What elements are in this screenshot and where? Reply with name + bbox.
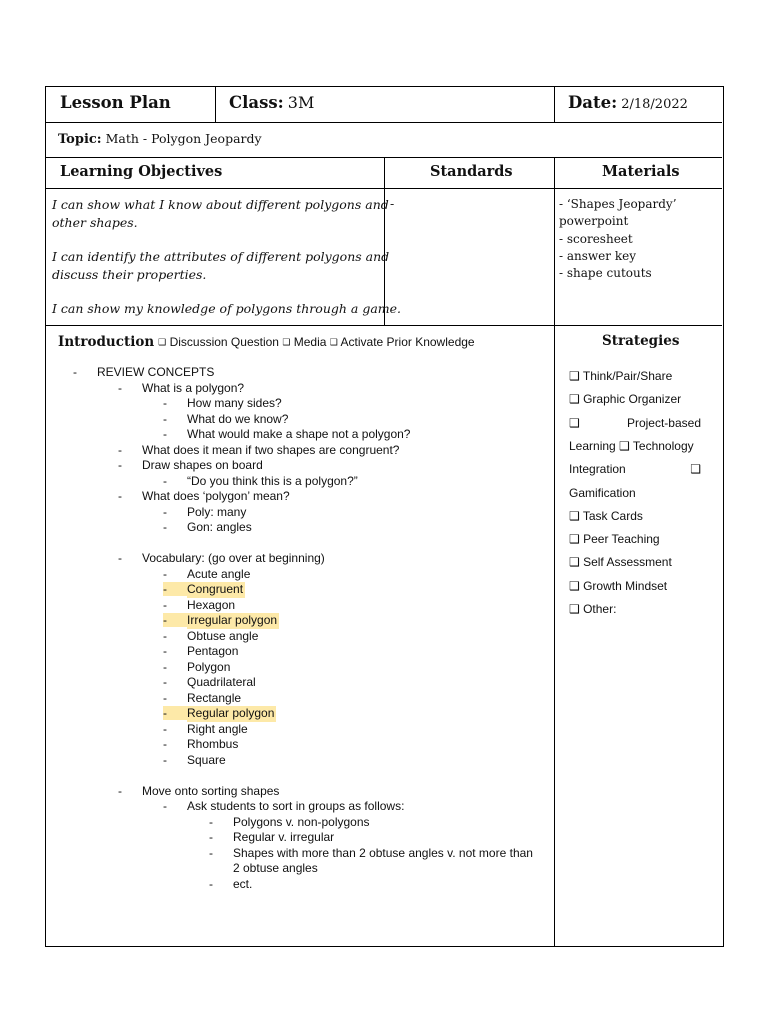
bullet-dash: - <box>209 814 213 829</box>
bullet-dash: - <box>118 458 122 472</box>
objective-item <box>52 248 389 283</box>
strategy-line <box>569 602 701 618</box>
col-divider <box>554 87 555 122</box>
bullet-dash: - <box>163 473 167 488</box>
outline-item: Congruent <box>187 582 244 596</box>
outline-item: Square <box>187 752 226 767</box>
bullet-dash: - <box>163 659 167 674</box>
bullet-dash: - <box>118 783 122 798</box>
intro-option: Discussion Question <box>169 335 279 349</box>
materials-item: powerpoint <box>559 214 629 229</box>
materials-list <box>559 196 677 282</box>
strategy-label: ❑ Graphic Organizer <box>569 392 682 407</box>
bullet-dash: - <box>163 628 167 643</box>
row-divider <box>46 325 722 326</box>
objective-item <box>52 196 389 231</box>
date-value: 2/18/2022 <box>621 97 688 112</box>
checkbox-icon[interactable]: ❑ <box>569 415 580 430</box>
outline-item: Quadrilateral <box>187 675 256 689</box>
strategy-line <box>569 392 701 408</box>
objective-line: I can show what I know about different polygons and <box>52 197 389 212</box>
lesson-plan-title: Lesson Plan <box>60 93 171 112</box>
strategy-label: ❑ Other: <box>569 602 617 616</box>
outline-item: Poly: many <box>187 504 247 519</box>
bullet-dash: - <box>163 427 167 441</box>
bullet-dash: - <box>163 396 167 410</box>
outline-item: Move onto sorting shapes <box>142 783 280 798</box>
strategy-label: ❑ Think/Pair/Share <box>569 369 673 383</box>
outline-item: Regular polygon <box>187 706 275 720</box>
strategy-line <box>569 462 701 478</box>
outline-item: What do we know? <box>187 411 289 426</box>
date-label: Date: <box>568 93 618 112</box>
checkbox-icon[interactable]: ❑ <box>282 338 291 348</box>
outline-item: ect. <box>233 876 253 891</box>
outline-item: Gon: angles <box>187 520 252 534</box>
introduction-label: Introduction <box>58 334 155 350</box>
standards-header: Standards <box>430 163 513 180</box>
objective-line: I can identify the attributes of different polygons and <box>52 249 390 264</box>
outline-item: “Do you think this is a polygon?” <box>187 473 358 488</box>
bullet-dash: - <box>118 442 122 457</box>
outline-item: Rectangle <box>187 690 242 705</box>
outline-item: Hexagon <box>187 597 236 612</box>
class-value: 3M <box>287 93 315 112</box>
strategy-line <box>569 509 701 525</box>
objective-item <box>52 300 401 318</box>
outline-item: Rhombus <box>187 737 239 751</box>
strategy-label: ❑ Growth Mindset <box>569 578 668 593</box>
bullet-dash: - <box>163 504 167 519</box>
bullet-dash: - <box>163 737 167 751</box>
outline-item: REVIEW CONCEPTS <box>97 365 215 379</box>
strategy-line <box>569 555 701 571</box>
materials-header: Materials <box>602 163 680 180</box>
class-label: Class: <box>229 93 284 112</box>
topic-label: Topic: <box>58 132 102 147</box>
bullet-dash: - <box>163 706 187 720</box>
bullet-dash: - <box>163 799 167 813</box>
topic-value: Math - Polygon Jeopardy <box>105 131 262 146</box>
intro-option: Activate Prior Knowledge <box>340 335 475 349</box>
date-field <box>568 93 688 113</box>
strategy-line <box>569 579 701 595</box>
bullet-dash: - <box>118 551 122 565</box>
outline-item: Obtuse angle <box>187 628 259 643</box>
bullet-dash: - <box>118 489 122 503</box>
strategy-label: ❑ Self Assessment <box>569 555 672 570</box>
strategy-label: ❑ Task Cards <box>569 508 643 523</box>
objective-line: discuss their properties. <box>52 266 207 282</box>
outline-item: How many sides? <box>187 396 282 410</box>
outline-item: Draw shapes on board <box>142 458 263 472</box>
bullet-dash: - <box>209 845 213 860</box>
outline-item: What does it mean if two shapes are congruent? <box>142 442 400 457</box>
outline-item: Acute angle <box>187 566 251 581</box>
strategy-label: Project-based <box>626 415 701 430</box>
outline-item: Pentagon <box>187 644 239 658</box>
objective-line: other shapes. <box>52 214 138 230</box>
outline-item: Regular v. irregular <box>233 830 335 844</box>
bullet-dash: - <box>163 644 167 658</box>
strategy-label: Integration <box>569 462 626 477</box>
objective-line: I can show my knowledge of polygons through a game. <box>52 301 401 316</box>
bullet-dash: - <box>163 675 167 689</box>
outline-item: What would make a shape not a polygon? <box>187 427 411 441</box>
col-divider <box>215 87 216 122</box>
strategy-line <box>569 532 701 548</box>
checkbox-icon[interactable]: ❑ <box>690 462 701 477</box>
checkbox-icon[interactable]: ❑ <box>158 338 167 348</box>
outline-item: Right angle <box>187 721 248 736</box>
bullet-dash: - <box>73 365 77 379</box>
bullet-dash: - <box>163 582 187 596</box>
outline-item: Polygon <box>187 659 231 674</box>
intro-option: Media <box>293 335 327 349</box>
topic-field <box>58 130 262 148</box>
materials-item: - ‘Shapes Jeopardy’ <box>559 197 677 211</box>
bullet-dash: - <box>209 876 213 891</box>
class-field <box>229 93 314 113</box>
strategy-line <box>569 416 701 432</box>
outline-item: 2 obtuse angles <box>233 861 318 875</box>
strategy-label: ❑ Peer Teaching <box>569 532 660 547</box>
outline-item: Polygons v. non-polygons <box>233 814 370 829</box>
outline-item: Ask students to sort in groups as follows: <box>187 799 405 813</box>
outline-item: Irregular polygon <box>187 613 278 627</box>
bullet-dash: - <box>163 613 187 627</box>
objectives-header: Learning Objectives <box>60 163 223 180</box>
bullet-dash: - <box>163 520 167 534</box>
materials-item: - scoresheet <box>559 231 633 246</box>
strategy-line <box>569 439 701 455</box>
bullet-dash: - <box>163 597 167 612</box>
outline-item: Vocabulary: (go over at beginning) <box>142 551 325 565</box>
materials-item: - shape cutouts <box>559 266 652 281</box>
strategy-line <box>569 369 701 385</box>
strategy-line <box>569 486 701 502</box>
strategy-label: Learning ❑ Technology <box>569 438 694 453</box>
bullet-dash: - <box>163 721 167 736</box>
row-divider <box>46 122 722 123</box>
introduction-line <box>58 333 475 352</box>
bullet-dash: - <box>118 380 122 395</box>
standards-value: - <box>390 196 395 211</box>
bullet-dash: - <box>209 830 213 844</box>
bullet-dash: - <box>163 690 167 705</box>
strategies-title: Strategies <box>602 333 680 349</box>
bullet-dash: - <box>163 566 167 581</box>
outline-item: Shapes with more than 2 obtuse angles v. not more than <box>233 845 533 860</box>
outline-item: What does ‘polygon’ mean? <box>142 489 290 503</box>
bullet-dash: - <box>163 411 167 426</box>
bullet-dash: - <box>163 752 167 767</box>
col-divider <box>554 157 555 946</box>
materials-item: - answer key <box>559 248 636 263</box>
outline-item: What is a polygon? <box>142 380 245 395</box>
strategy-label: Gamification <box>569 485 636 500</box>
checkbox-icon[interactable]: ❑ <box>329 338 338 348</box>
